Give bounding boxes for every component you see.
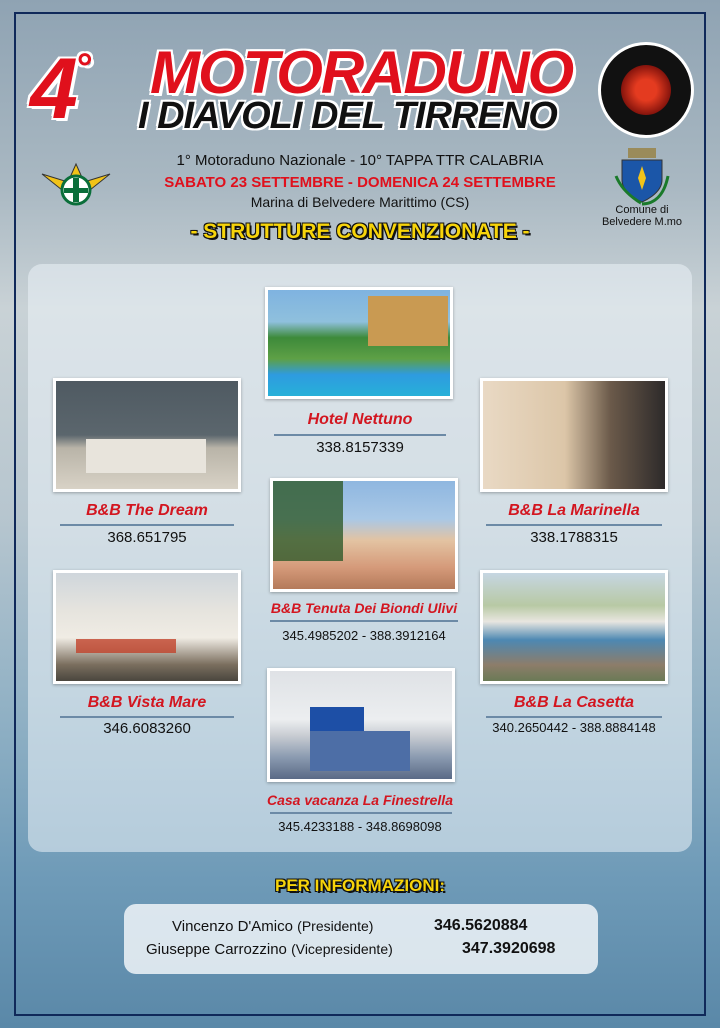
structure-name: Casa vacanza La Finestrella [267, 792, 453, 808]
contact-name: Vincenzo D'Amico (Presidente) [172, 918, 374, 935]
name-underline [60, 716, 234, 718]
structure-phone: 368.651795 [107, 529, 187, 546]
structure-name: Hotel Nettuno [307, 411, 413, 428]
structure-name: B&B La Marinella [508, 502, 640, 519]
event-title: MOTORADUNO [150, 39, 573, 106]
name-underline [274, 434, 446, 436]
event-dates: SABATO 23 SETTEMBRE - DOMENICA 24 SETTEMBRE [164, 174, 556, 191]
building-photo [53, 570, 241, 684]
structure-phone: 346.6083260 [103, 720, 191, 737]
hotel-pool-photo [265, 287, 453, 399]
name-underline [270, 812, 452, 814]
name-underline [270, 620, 458, 622]
bedroom-photo [53, 378, 241, 492]
bedroom-photo [267, 668, 455, 782]
event-subtitle-line: 1° Motoraduno Nazionale - 10° TAPPA TTR CALABRIA [176, 152, 544, 169]
info-title: PER INFORMAZIONI: [275, 876, 445, 895]
contact-phone: 346.5620884 [434, 917, 528, 934]
event-location: Marina di Belvedere Marittimo (CS) [250, 194, 470, 210]
structure-name: B&B Tenuta Dei Biondi Ulivi [270, 600, 458, 616]
villa-photo [270, 478, 458, 592]
edition-number: 4° [30, 41, 88, 137]
seaside-photo [480, 570, 668, 684]
name-underline [486, 524, 662, 526]
section-title: - STRUTTURE CONVENZIONATE - [190, 220, 530, 243]
name-underline [486, 716, 662, 718]
club-logo-icon [598, 42, 694, 138]
structure-phone: 338.8157339 [316, 439, 404, 456]
info-box [124, 904, 598, 974]
comune-label: Comune di Belvedere M.mo [601, 204, 683, 228]
alley-photo [480, 378, 668, 492]
event-subtitle: I DIAVOLI DEL TIRRENO [138, 95, 557, 137]
structure-phone: 345.4233188 - 348.8698098 [278, 819, 442, 834]
contact-phone: 347.3920698 [462, 940, 556, 957]
structure-name: B&B La Casetta [513, 694, 635, 711]
name-underline [60, 524, 234, 526]
structure-phone: 340.2650442 - 388.8884148 [492, 720, 656, 735]
structure-phone: 345.4985202 - 388.3912164 [282, 628, 446, 643]
structure-name: B&B The Dream [86, 502, 208, 519]
structure-name: B&B Vista Mare [87, 694, 207, 711]
structure-phone: 338.1788315 [530, 529, 618, 546]
contact-name: Giuseppe Carrozzino (Vicepresidente) [146, 941, 393, 958]
